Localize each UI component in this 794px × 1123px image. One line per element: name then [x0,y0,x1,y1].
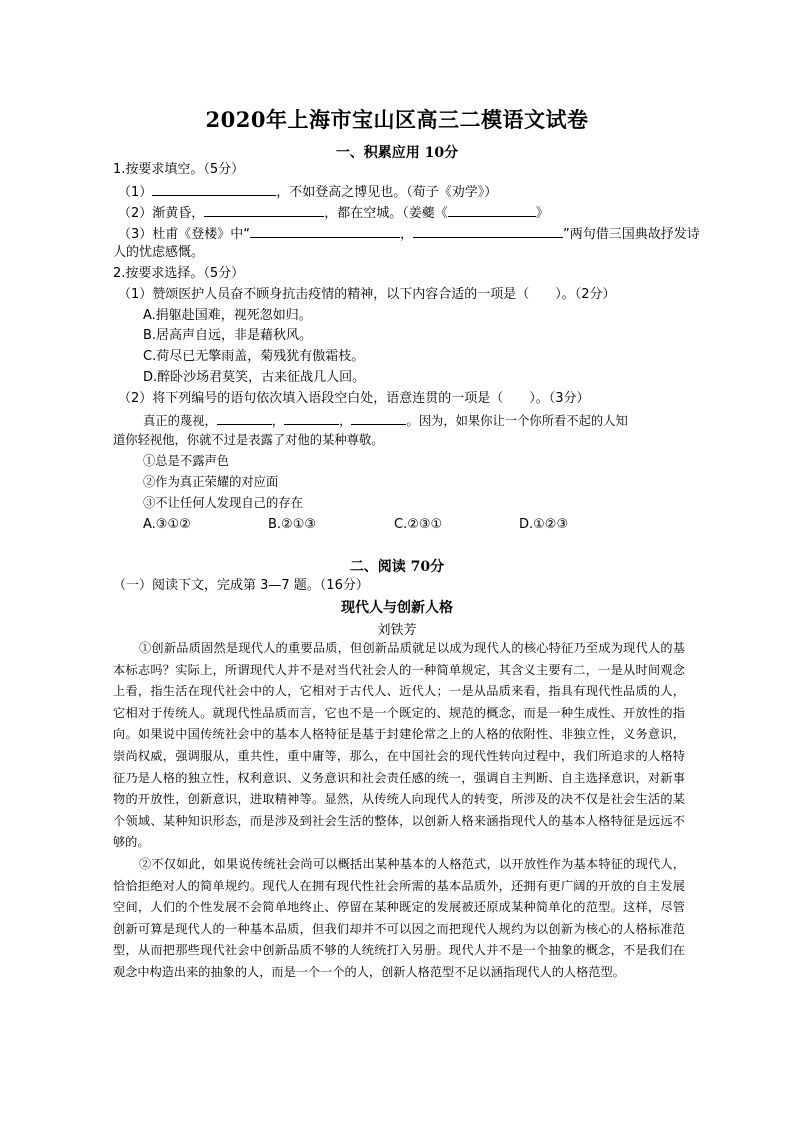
q1-line1-prefix: （1） [118,185,153,200]
q1-line2-prefix: （2）渐黄昏， [118,206,205,221]
paragraph-1: ①创新品质固然是现代人的重要品质，但创新品质就足以成为现代人的核心特征乃至成为现代人的基本标志吗？实际上，所谓现代人并不是对当代社会人的一种简单规定，其含义主要有二，一是从时间观念上看，指生活在现代社会中的人，它相对于古代人、近代人；一是从品质来看，指具有现代性品质的人，它相对于传统人。就现代性品质而言，它也不是一个既定的、规范的概念，而是一种生成性、开放性的指向。如果说中国传统社会中的基本人格特征是基于封建伦常之上的人格的依附性、非独立性，义务意识，崇尚权威，强调服从，重共性，重中庸等，那么，在中国社会的现代性转向过程中，我们所追求的人格特征乃是人格的独立性，权利意识、义务意识和社会责任感的统一，强调自主判断、自主选择意识，对新事物的开放性，创新意识，进取精神等。显然，从传统人向现代人的转变，所涉及的决不仅是社会生活的某个领域、某种知识形态，而是涉及到社会生活的整体，以创新人格来涵指现代人的基本人格特征是远远不够的。 [113,641,685,850]
q1-line3-suffix: ”两句借三国典故抒发诗 [563,227,700,242]
question-1-line-1 [118,182,688,201]
question-2-2-stem: （2）将下列编号的语句依次填入语段空白处，语意连贯的一项是（ ）。（3分） [118,391,590,406]
passage-comma: ， [339,414,352,428]
q1-line1-suffix: ，不如登高之博见也。（荀子《劝学》） [276,185,498,200]
choice-b: B.②①③ [268,517,317,532]
question-1-line-3 [118,224,700,243]
option-d: D.醉卧沙场君莫笑，古来征战几人回。 [143,370,366,385]
section-heading-1: 一、积累应用 10分 [335,145,459,161]
passage-rest: 。因为，如果你让一个你所看不起的人知 [406,414,628,428]
article-body [113,638,685,984]
fill-blank[interactable] [250,224,400,238]
section-heading-2: 二、阅读 70分 [349,559,445,575]
article-author: 刘铁芳 [377,623,417,638]
question-2-1-stem: （1）赞颂医护人员奋不顾身抗击疫情的精神，以下内容合适的一项是（ ）。（2分） [118,287,616,302]
choice-c: C.②③① [394,517,443,532]
choice-a: A.③①② [143,517,191,532]
option-c: C.荷尽已无擎雨盖，菊残犹有傲霜枝。 [143,349,365,364]
fill-blank[interactable] [204,203,324,217]
question-2-2-passage-line-1 [143,411,713,430]
fill-blank[interactable] [448,203,536,217]
option-b: B.居高声自远，非是藉秋风。 [143,328,313,343]
choice-row [143,516,713,533]
fill-blank[interactable] [413,224,563,238]
q1-line2-suffix: 》 [535,206,549,221]
q1-line3-prefix: （3）杜甫《登楼》中“ [118,227,251,242]
fill-blank[interactable] [152,182,276,196]
question-2-2-passage-line-2: 道你轻视他，你就不过是表露了对他的某种尊敬。 [113,433,384,447]
reading-intro: （一）阅读下文，完成第 3—7 题。（16分） [113,578,369,593]
fill-blank[interactable] [284,411,339,425]
sentence-item-3: ③不让任何人发现自己的存在 [143,496,303,510]
passage-start: 真正的蔑视， [143,414,217,428]
question-1-line-2 [118,203,688,222]
article-title: 现代人与创新人格 [341,600,453,616]
fill-blank[interactable] [351,411,406,425]
sentence-item-1: ①总是不露声色 [143,454,230,468]
question-1-stem: 1.按要求填空。（5分） [113,162,245,177]
question-1-line-3-cont: 人的忧虑感慨。 [113,245,205,260]
q1-line3-comma: ， [400,227,414,242]
question-2-stem: 2.按要求选择。（5分） [113,266,245,281]
sentence-item-2: ②作为真正荣耀的对应面 [143,475,279,489]
q1-line2-middle: ，都在空城。（姜夔《 [324,206,448,221]
paragraph-2: ②不仅如此，如果说传统社会尚可以概括出某种基本的人格范式，以开放性作为基本特征的现代人，恰恰拒绝对人的简单规约。现代人在拥有现代性社会所需的基本品质外，还拥有更广阔的开放的自主发展空间，人们的个性发展不会简单地终止、停留在某种既定的发展被还原成某种简单化的范型。这样，尽管创新可算是现代人的一种基本品质，但我们却并不可以因之而把现代人规约为以创新为核心的人格标准范型，从而把那些现代社会中创新品质不够的人统统打入另册。现代人并不是一个抽象的概念，不是我们在观念中构造出来的抽象的人，而是一个一个的人，创新人格范型不足以涵指现代人的人格范型。 [113,856,685,979]
exam-title: 2020年上海市宝山区高三二模语文试卷 [205,107,589,132]
passage-comma: ， [271,414,285,428]
fill-blank[interactable] [217,411,272,425]
option-a: A.捐躯赴国难，视死忽如归。 [143,308,312,323]
choice-d: D.①②③ [519,517,569,532]
